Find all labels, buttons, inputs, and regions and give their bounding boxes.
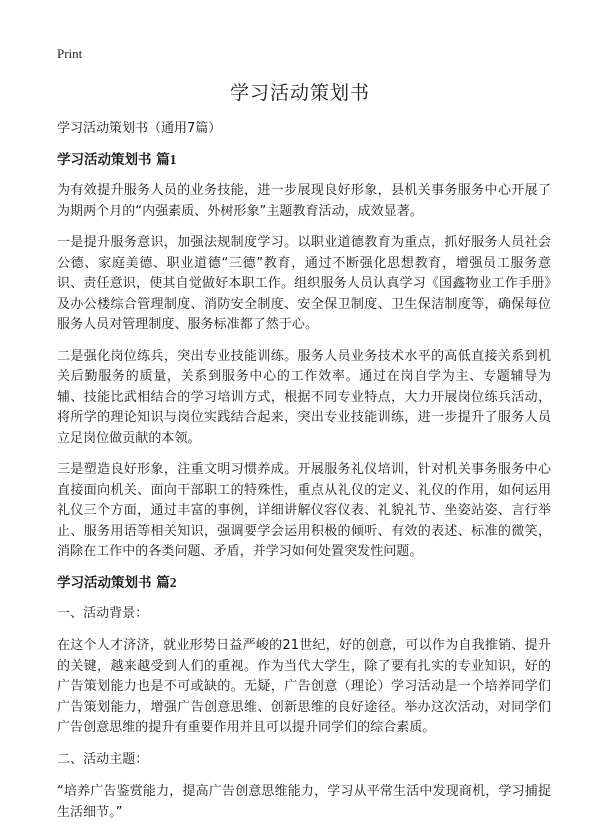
paragraph: 为有效提升服务人员的业务技能，进一步展现良好形象，县机关事务服务中心开展了为期两个月的“内强素质、外树形象”主题教育活动，成效显著。 (57, 183, 551, 219)
section-2 (57, 574, 551, 824)
paragraph: 一是提升服务意识，加强法规制度学习。以职业道德教育为重点，抓好服务人员社会公德、家庭美德、职业道德“三德”教育，通过不断强化思想教育，增强员工服务意识、责任意识，使其自觉做好本职工作。组织服务人员认真学习《国鑫物业工作手册》及办公楼综合管理制度、消防安全制度、安全保卫制度、卫生保洁制度等，确保每位服务人员对管理制度、服务标准都了然于心。 (57, 235, 551, 332)
document-body (57, 120, 551, 834)
section-heading-number: 1 (169, 152, 177, 167)
section-heading-text: 学习活动策划书 篇 (57, 574, 170, 591)
paragraph: “培养广告鉴赏能力，提高广告创意思维能力，学习从平常生活中发现商机，学习捕捉生活细节。” (57, 784, 551, 820)
section-heading-text: 学习活动策划书 篇 (57, 152, 170, 168)
page-title: 学习活动策划书 (229, 82, 370, 104)
print-link[interactable]: Print (57, 46, 83, 61)
paragraph: 二、活动主题： (57, 751, 149, 767)
section-1 (57, 151, 551, 563)
paragraph: 三是塑造良好形象，注重文明习惯养成。开展服务礼仪培训，针对机关事务服务中心直接面向机关、面向干部职工的特殊性，重点从礼仪的定义、礼仪的作用，如何运用礼仪三个方面，通过丰富的事例，详细讲解仪容仪表、礼貌礼节、坐姿站姿、言行举止、服务用语等相关知识，强调要学会运用积极的倾听、有效的表述、标准的微笑，消除在工作中的各类问题、矛盾，并学习如何处置突发性问题。 (57, 462, 551, 559)
paragraph: 二是强化岗位练兵，突出专业技能训练。服务人员业务技术水平的高低直接关系到机关后勤服务的质量，关系到服务中心的工作效率。通过在岗自学为主、专题辅导为辅、技能比武相结合的学习培训方式，根据不同专业特点，大力开展岗位练兵活动，将所学的理论知识与岗位实践结合起来，突出专业技能训练，进一步提升了服务人员立足岗位做贡献的本领。 (57, 348, 551, 446)
section-heading (57, 574, 551, 592)
paragraph: 在这个人才济济，就业形势日益严峻的21世纪，好的创意，可以作为自我推销、提升的关键，越来越受到人们的重视。作为当代大学生，除了要有扎实的专业知识，好的广告策划能力也是不可或缺的。无疑，广告创意（理论）学习活动是一个培养同学们广告策划能力，增强广告创意思维、创新思维的良好途径。举办这次活动，对同学们广告创意思维的提升有重要作用并且可以提升同学们的综合素质。 (57, 638, 551, 735)
section-heading-number: 2 (169, 574, 177, 590)
section-heading (57, 151, 551, 169)
paragraph: 一、活动背景： (57, 605, 149, 621)
document-subtitle: 学习活动策划书（通用7篇） (57, 121, 222, 136)
